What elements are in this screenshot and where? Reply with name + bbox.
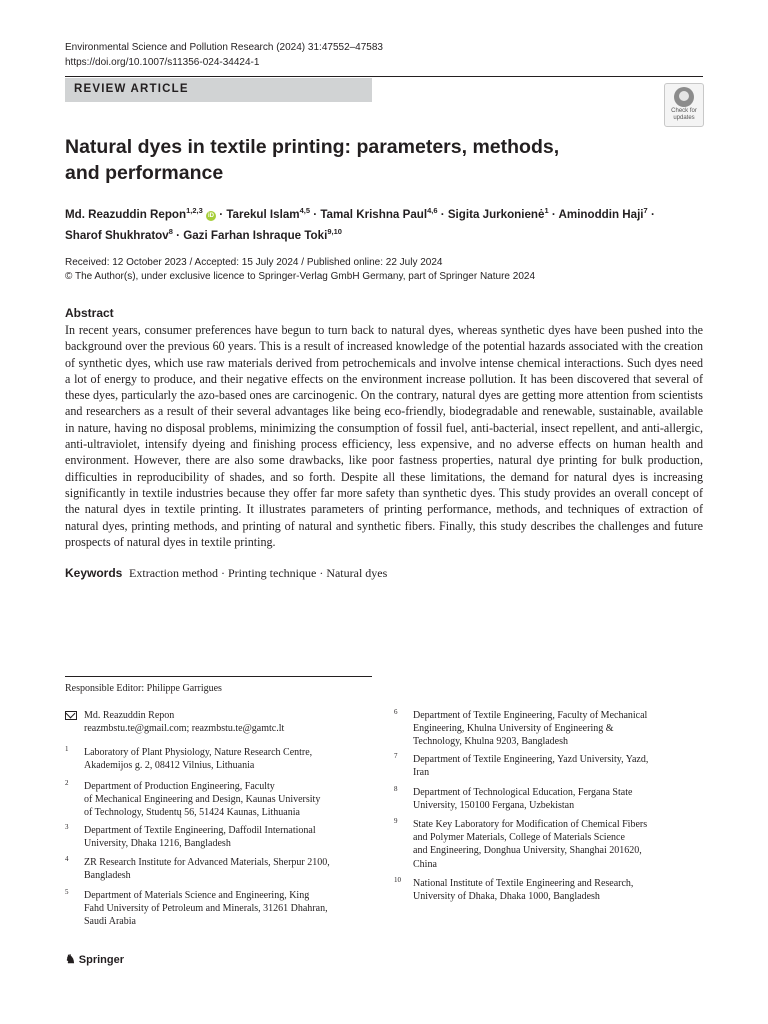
journal-citation: Environmental Science and Pollution Research (2024) 31:47552–47583	[65, 42, 383, 53]
envelope-icon	[65, 711, 77, 720]
affiliation-number: 9	[394, 817, 398, 825]
affiliation-text	[413, 709, 647, 749]
affiliation-text	[413, 786, 632, 812]
affiliation-line: University of Dhaka, Dhaka 1000, Bangladesh	[413, 891, 600, 903]
affiliation-line: Department of Production Engineering, Faculty	[84, 781, 275, 792]
publisher-logo	[65, 952, 124, 966]
footnote-rule	[65, 676, 372, 677]
author-affiliation-ref: 8	[168, 226, 173, 236]
affiliation	[65, 889, 365, 931]
affiliation	[394, 753, 704, 783]
abstract-text: In recent years, consumer preferences have begun to turn back to natural dyes, whereas synthetic dyes have been pushed into the background over the previous 60 years. This is a result of increased knowledge of the potential hazards associated with the creation of synthetic dyes, which use raw materials derived from petrochemicals and involve intense chemical interactions. Such dyes need a lot of energy to produce, and their negative effects on the environment increase pollution. It has been discovered that several of these dyes, particularly the azo-based ones are carcinogenic. On the contrary, natural dyes are getting more attention from scientists and researchers as a result of their several advantages like being eco-friendly, biodegradable and renewable, sustainable, available in nature, having no disposal problems, minimizing the consumption of fossil fuel, anti-bacterial, insect repellent, and anti-allergic, anti-ultraviolet, intensify dyeing and finishing process efficiency, less expensive, and no adverse effects on human health and environment. However, there are also some drawbacks, like poor fastness properties, natural dye printing for bulk production, difficulties in reproducibility of shades, and so forth. Despite all these limitations, the demand for natural dyes is increasing significantly in textile industries because they offer far more safety than synthetic dyes. This study provides an overall concept of the natural dyes in textile printing. It illustrates parameters of printing performance, methods, and techniques of extraction of natural dyes, printing methods, and printing of natural and synthetic fibers. Finally, this study describes the challenges and future prospects of natural dyes in textile printing.	[65, 323, 703, 549]
author-affiliation-ref: 4,6	[427, 206, 438, 215]
affiliation-text	[84, 746, 312, 772]
affiliation-number: 3	[65, 823, 69, 831]
affiliation-text	[84, 824, 316, 850]
affiliation-text	[413, 818, 647, 871]
affiliation-line: Department of Textile Engineering, Yazd University, Yazd,	[413, 754, 649, 765]
crossmark-label-2: updates	[673, 114, 695, 121]
affiliation-line: University, 150100 Fergana, Uzbekistan	[413, 800, 575, 812]
affiliation-number: 5	[65, 888, 69, 896]
springer-horse-icon: ♞	[65, 952, 76, 966]
author-name: Aminoddin Haji	[558, 207, 644, 221]
keywords	[65, 566, 387, 581]
affiliation-number: 6	[394, 708, 398, 716]
check-for-updates-badge[interactable]	[664, 83, 704, 127]
affiliation-number: 4	[65, 855, 69, 863]
affiliation	[65, 746, 365, 776]
affiliation-text	[84, 889, 328, 929]
affiliation-number: 1	[65, 745, 69, 753]
crossmark-icon	[674, 87, 694, 107]
header-rule	[65, 76, 703, 77]
author-name: Sigita Jurkonienė	[447, 207, 545, 221]
keywords-list: Extraction method · Printing technique · Natural dyes	[129, 566, 388, 580]
affiliation-line: Technology, Khulna 9203, Bangladesh	[413, 736, 569, 748]
author-affiliation-ref: 1	[544, 206, 549, 215]
article-type-label: REVIEW ARTICLE	[74, 83, 189, 95]
affiliation	[394, 877, 704, 907]
received-accepted-dates: Received: 12 October 2023 / Accepted: 15 July 2024 / Published online: 22 July 2024	[65, 257, 443, 268]
corresponding-author-text	[84, 709, 284, 735]
affiliation-number: 10	[394, 876, 401, 884]
author-name: Tarekul Islam	[226, 207, 300, 221]
affiliation-line: of Mechanical Engineering and Design, Kaunas University	[84, 794, 321, 806]
author-name: Md. Reazuddin Repon	[65, 207, 187, 221]
author-affiliation-ref: 9,10	[327, 226, 342, 236]
keywords-label: Keywords	[65, 566, 123, 580]
corresponding-author	[65, 709, 365, 737]
article-title	[65, 134, 585, 186]
affiliation-number: 7	[394, 752, 398, 760]
affiliation-line: Laboratory of Plant Physiology, Nature Research Centre,	[84, 747, 313, 758]
affiliation-line: Saudi Arabia	[84, 916, 136, 928]
author-name: Sharof Shukhratov	[65, 228, 169, 242]
affiliation-line: Bangladesh	[84, 870, 131, 882]
affiliation-number: 8	[394, 785, 398, 793]
affiliation	[394, 709, 704, 751]
responsible-editor: Responsible Editor: Philippe Garrigues	[65, 683, 222, 694]
affiliation-line: Iran	[413, 767, 430, 779]
author-list	[65, 202, 705, 244]
affiliation	[65, 824, 365, 854]
article-type-band	[65, 78, 372, 102]
affiliation	[394, 786, 704, 816]
affiliation-line: State Key Laboratory for Modification of Chemical Fibers	[413, 819, 648, 830]
affiliation-line: Department of Materials Science and Engineering, King	[84, 890, 310, 901]
orcid-icon[interactable]: iD	[208, 212, 215, 219]
affiliation-line: University, Dhaka 1216, Bangladesh	[84, 838, 231, 850]
affiliation-number: 2	[65, 779, 69, 787]
affiliation-line: Department of Textile Engineering, Faculty of Mechanical	[413, 710, 648, 721]
affiliation-line: and Engineering, Donghua University, Shanghai 201620,	[413, 845, 642, 857]
doi-link[interactable]: https://doi.org/10.1007/s11356-024-34424-1	[65, 57, 260, 68]
affiliation	[394, 818, 704, 874]
author-name: Tamal Krishna Paul	[320, 207, 428, 221]
copyright-notice: © The Author(s), under exclusive licence to Springer-Verlag GmbH Germany, part of Springer Nature 2024	[65, 271, 535, 282]
affiliation-line: Engineering, Khulna University of Engineering &	[413, 723, 614, 735]
affiliation-line: of Technology, Studentų 56, 51424 Kaunas, Lithuania	[84, 807, 300, 819]
affiliation-line: National Institute of Textile Engineering and Research,	[413, 878, 634, 889]
affiliation	[65, 780, 365, 822]
author-line-1: Md. Reazuddin Repon$^{1,2,3}$ iD · Tarekul Islam$^{4,5}$ · Tamal Krishna Paul$^{4,6}$ · Sigita Jurkonienė$^1$ · Aminoddin Haji$^7$ ·	[65, 206, 655, 221]
author-affiliation-ref: 7	[643, 206, 648, 215]
affiliation-line: and Polymer Materials, College of Materials Science	[413, 832, 625, 844]
affiliation-text	[84, 780, 320, 820]
affiliation-line: ZR Research Institute for Advanced Materials, Sherpur 2100,	[84, 857, 330, 868]
crossmark-label-1: Check for	[671, 108, 697, 114]
abstract-heading: Abstract	[65, 306, 114, 320]
affiliation-line: Department of Technological Education, Fergana State	[413, 787, 633, 798]
publisher-name: Springer	[78, 954, 124, 966]
affiliation-text	[84, 856, 330, 882]
author-name: Gazi Farhan Ishraque Toki	[183, 228, 328, 242]
journal-header	[65, 40, 383, 70]
corresponding-author-emails[interactable]: reazmbstu.te@gmail.com; reazmbstu.te@gamtc.lt	[84, 723, 285, 735]
affiliation-text	[413, 753, 648, 779]
affiliation-line: Fahd University of Petroleum and Minerals, 31261 Dhahran,	[84, 903, 328, 915]
title-line-1: Natural dyes in textile printing: parameters, methods,	[65, 136, 560, 158]
affiliation	[65, 856, 365, 886]
title-line-2: and performance	[65, 162, 224, 184]
publication-history	[65, 256, 535, 284]
author-affiliation-ref: 1,2,3	[186, 206, 203, 215]
author-affiliation-ref: 4,5	[299, 206, 311, 215]
affiliation-line: Department of Textile Engineering, Daffodil International	[84, 825, 316, 836]
corresponding-author-name: Md. Reazuddin Repon	[84, 710, 175, 721]
affiliation-text	[413, 877, 633, 903]
affiliation-line: Akademijos g. 2, 08412 Vilnius, Lithuania	[84, 760, 255, 772]
affiliation-line: China	[413, 858, 437, 870]
author-line-2: Sharof Shukhratov$^8$ · Gazi Farhan Ishraque Toki$^{9,10}$	[65, 226, 342, 242]
